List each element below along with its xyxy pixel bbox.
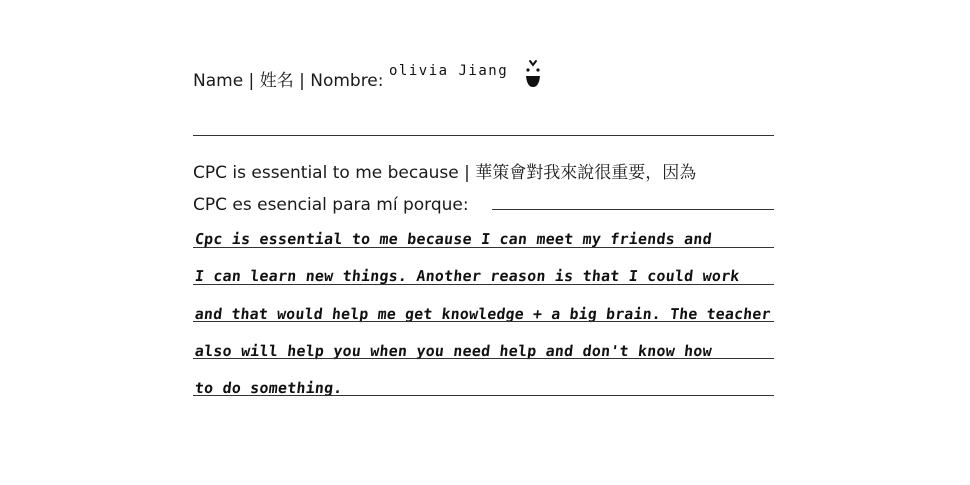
response-line-4: also will help you when you need help and don't know how <box>194 342 713 360</box>
answer-rule-1 <box>193 247 774 248</box>
prompt-english-chinese: CPC is essential to me because | 華策會對我來說很重要，因為 <box>193 163 697 183</box>
response-line-2: I can learn new things. Another reason is that I could work <box>194 267 741 285</box>
prompt-spanish: CPC es esencial para mí porque: <box>193 195 469 215</box>
answer-rule-2 <box>193 284 774 285</box>
response-line-5: to do something. <box>194 379 344 397</box>
answer-rule-0 <box>492 209 774 210</box>
name-label: Name | 姓名 | Nombre: <box>193 71 384 91</box>
response-line-3: and that would help me get knowledge + a big brain. The teacher <box>194 305 772 323</box>
response-line-1: Cpc is essential to me because I can meet my friends and <box>194 230 713 248</box>
answer-rule-5 <box>193 395 774 396</box>
separator-rule <box>193 135 774 136</box>
smiley-doodle-icon <box>521 58 545 92</box>
answer-rule-3 <box>193 321 774 322</box>
answer-rule-4 <box>193 358 774 359</box>
handwritten-name: olivia Jiang <box>389 63 509 79</box>
